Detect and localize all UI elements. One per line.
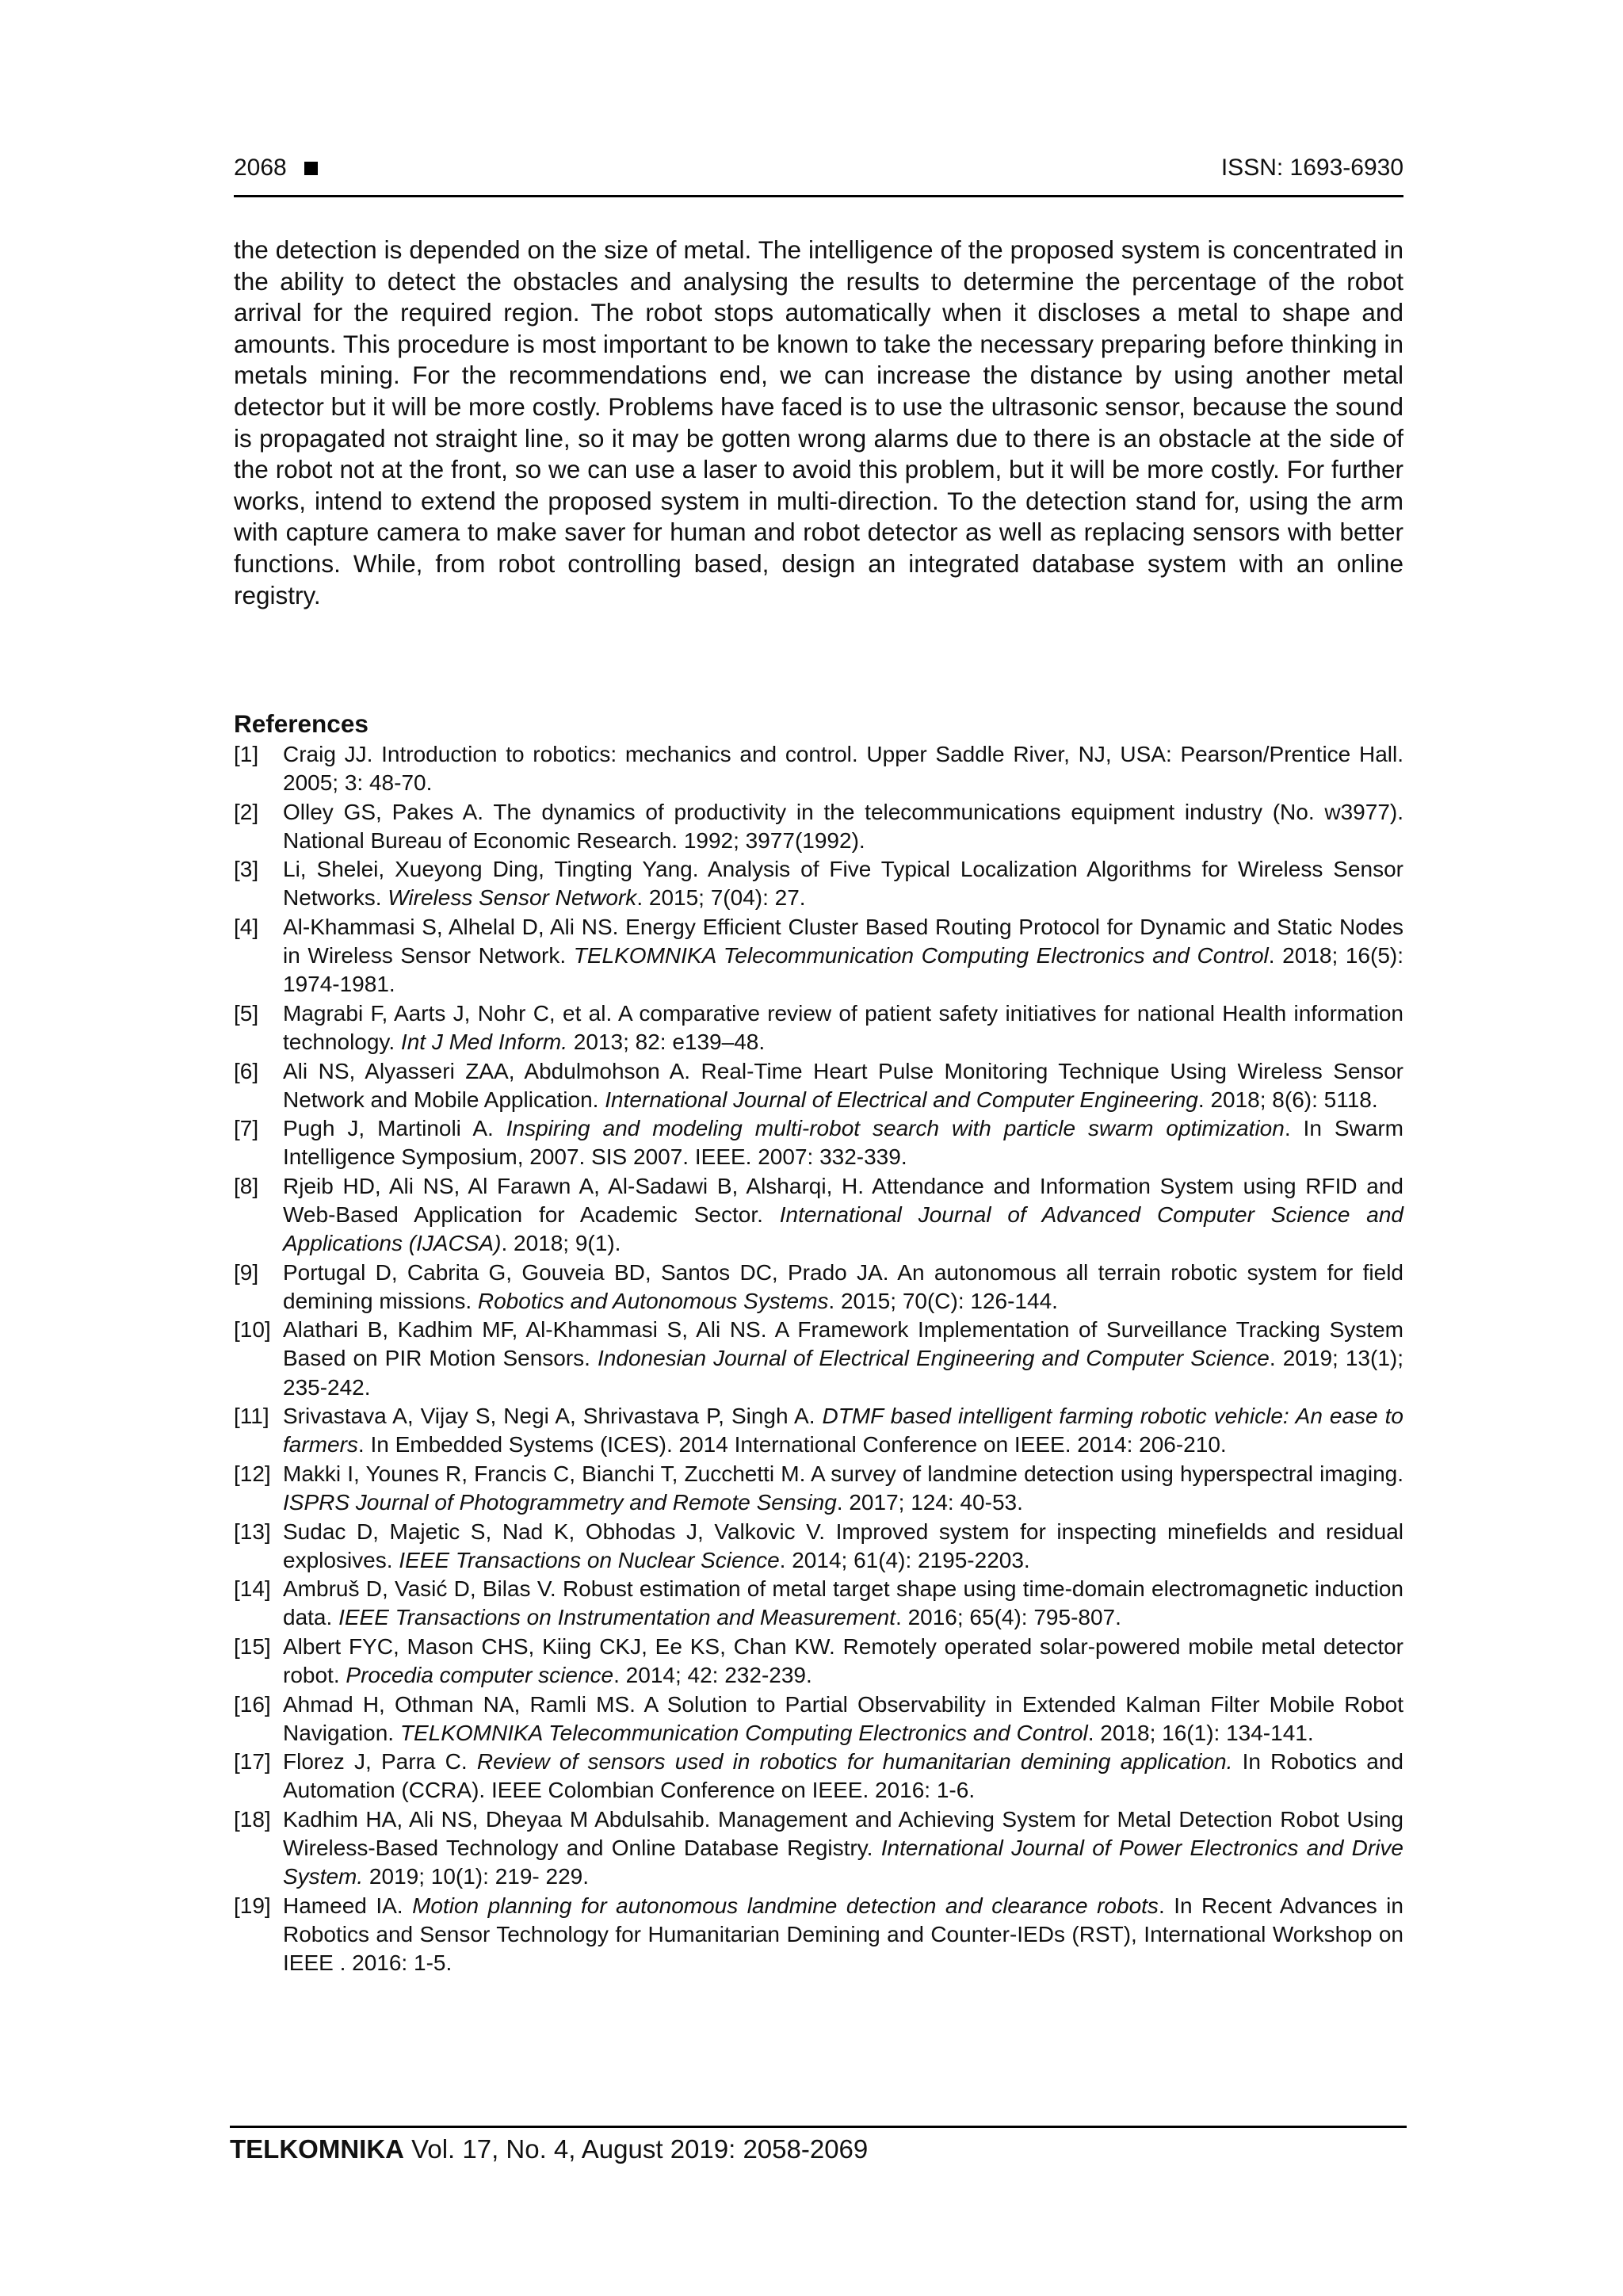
issn-label: ISSN: 1693-6930 — [1220, 155, 1403, 181]
reference-number: [10] — [234, 1317, 271, 1343]
reference-pub-details: . 2015; 7(04): 27. — [636, 885, 806, 911]
reference-pub-details: . 2018; 9(1). — [501, 1231, 621, 1256]
header-left — [234, 154, 318, 182]
reference-authors-title: Hameed IA. — [283, 1893, 413, 1918]
reference-source: IEEE Transactions on Nuclear Science — [399, 1547, 780, 1572]
reference-pub-details: . 2018; 16(5): 1974-1981. — [283, 943, 1403, 997]
reference-number: [11] — [234, 1404, 269, 1429]
reference-source: Motion planning for autonomous landmine detection and clearance robots — [412, 1893, 1159, 1918]
reference-pub-details: . 2019; 13(1); 235-242. — [283, 1346, 1403, 1400]
reference-authors-title: Craig JJ. Introduction to robotics: mechanics and control. Upper Saddle River, NJ, USA: Pearson/Prentice Hall. 2005; 3: 48-70. — [283, 742, 1403, 796]
reference-text — [283, 1316, 1403, 1401]
reference-pub-details: . In Recent Advances in Robotics and Sensor Technology for Humanitarian Demining and Counter-IEDs (RST), International Workshop on IEEE . 2016: 1-5. — [283, 1893, 1403, 1975]
reference-number: [5] — [234, 1000, 259, 1026]
reference-authors-title: Srivastava A, Vijay S, Negi A, Shrivastava P, Singh A. — [283, 1404, 823, 1429]
reference-pub-details: . 2018; 16(1): 134-141. — [1087, 1720, 1314, 1745]
reference-text — [283, 1402, 1403, 1459]
reference-authors-title: Magrabi F, Aarts J, Nohr C, et al. A comparative review of patient safety initiatives for national Health information technology. — [283, 1000, 1403, 1054]
reference-text — [283, 855, 1403, 912]
reference-pub-details: . In Embedded Systems (ICES). 2014 International Conference on IEEE. 2014: 206-210. — [357, 1432, 1227, 1457]
square-bullet-icon — [304, 162, 318, 175]
reference-item — [234, 1057, 1403, 1114]
reference-text — [283, 1172, 1403, 1258]
reference-number: [12] — [234, 1461, 271, 1486]
reference-authors-title: Ahmad H, Othman NA, Ramli MS. A Solution to Partial Observability in Extended Kalman Filter Mobile Robot Navigation. — [283, 1691, 1403, 1745]
reference-pub-details: . 2014; 61(4): 2195-2203. — [779, 1547, 1030, 1572]
reference-number: [14] — [234, 1576, 271, 1602]
reference-text — [283, 1805, 1403, 1891]
reference-text — [283, 1460, 1403, 1517]
reference-number: [19] — [234, 1893, 271, 1918]
reference-item — [234, 1575, 1403, 1632]
reference-pub-details: . 2014; 42: 232-239. — [613, 1663, 812, 1687]
page-footer — [230, 2126, 1407, 2166]
reference-source: Indonesian Journal of Electrical Engineering and Computer Science — [598, 1346, 1270, 1371]
reference-item — [234, 1402, 1403, 1459]
footer-journal-name: TELKOMNIKA — [230, 2134, 404, 2164]
reference-number: [2] — [234, 799, 259, 824]
reference-pub-details: In Robotics and Automation (CCRA). IEEE Colombian Conference on IEEE. 2016: 1-6. — [283, 1749, 1403, 1803]
reference-item — [234, 1748, 1403, 1805]
reference-authors-title: Pugh J, Martinoli A. — [283, 1116, 506, 1141]
reference-text — [283, 1114, 1403, 1171]
reference-authors-title: Makki I, Younes R, Francis C, Bianchi T, Zucchetti M. A survey of landmine detection using hyperspectral imaging. — [283, 1461, 1403, 1486]
reference-authors-title: Olley GS, Pakes A. The dynamics of productivity in the telecommunications equipment industry (No. w3977). National Bureau of Economic Research. 1992; 3977(1992). — [283, 799, 1403, 853]
body-paragraph: the detection is depended on the size of metal. The intelligence of the proposed system is concentrated in the ability to detect the obstacles and analysing the results to determine the percentage of the robot arrival for the required region. The robot stops automatically when it discloses a metal to shape and amounts. This procedure is most important to be known to take the necessary preparing before thinking in metals mining. For the recommendations end, we can increase the distance by using another metal detector but it will be more costly. Problems have faced is to use the ultrasonic sensor, because the sound is propagated not straight line, so it may be gotten wrong alarms due to there is an obstacle at the side of the robot not at the front, so we can use a laser to avoid this problem, but it will be more costly. For further works, intend to extend the proposed system in multi-direction. To the detection stand for, using the arm with capture camera to make saver for human and robot detector as well as replacing sensors with better functions. While, from robot controlling based, design an integrated database system with an online registry. — [234, 235, 1403, 609]
reference-text — [283, 1892, 1403, 1977]
reference-number: [13] — [234, 1519, 271, 1544]
reference-source: Robotics and Autonomous Systems — [477, 1288, 829, 1313]
reference-number: [18] — [234, 1806, 271, 1832]
reference-source: International Journal of Advanced Computer Science and Applications (IJACSA) — [283, 1202, 1403, 1256]
reference-source: International Journal of Power Electronics and Drive System. — [283, 1836, 1403, 1889]
reference-item — [234, 1259, 1403, 1316]
reference-number: [16] — [234, 1691, 271, 1717]
reference-number: [9] — [234, 1259, 259, 1285]
reference-text — [283, 1690, 1403, 1748]
reference-number: [3] — [234, 857, 259, 882]
reference-source: TELKOMNIKA Telecommunication Computing Electronics and Control — [399, 1720, 1088, 1745]
reference-item — [234, 913, 1403, 999]
reference-pub-details: . In Swarm Intelligence Symposium, 2007. SIS 2007. IEEE. 2007: 332-339. — [283, 1116, 1403, 1170]
reference-authors-title: Portugal D, Cabrita G, Gouveia BD, Santos DC, Prado JA. An autonomous all terrain robotic system for field demining missions. — [283, 1259, 1403, 1313]
reference-item — [234, 1460, 1403, 1517]
reference-source: TELKOMNIKA Telecommunication Computing Electronics and Control — [573, 943, 1269, 968]
reference-item — [234, 1633, 1403, 1690]
page-number: 2068 — [234, 155, 287, 181]
reference-pub-details: . 2017; 124: 40-53. — [836, 1489, 1023, 1515]
references-heading: References — [234, 709, 369, 738]
reference-pub-details: . 2018; 8(6): 5118. — [1197, 1087, 1378, 1112]
reference-source: DTMF based intelligent farming robotic vehicle: An ease to farmers — [283, 1404, 1403, 1457]
reference-number: [17] — [234, 1749, 271, 1775]
reference-source: IEEE Transactions on Instrumentation and Measurement — [338, 1605, 896, 1630]
reference-text — [283, 740, 1403, 797]
reference-item — [234, 1172, 1403, 1258]
reference-text — [283, 999, 1403, 1056]
reference-authors-title: Al-Khammasi S, Alhelal D, Ali NS. Energy Efficient Cluster Based Routing Protocol for Dynamic and Static Nodes in Wireless Sensor Network. — [283, 915, 1403, 968]
reference-text — [283, 1748, 1403, 1805]
reference-authors-title: Kadhim HA, Ali NS, Dheyaa M Abdulsahib. Management and Achieving System for Metal Detection Robot Using Wireless-Based Technology and Online Database Registry. — [283, 1806, 1403, 1861]
reference-authors-title: Sudac D, Majetic S, Nad K, Obhodas J, Valkovic V. Improved system for inspecting minefields and residual explosives. — [283, 1519, 1403, 1572]
reference-item — [234, 740, 1403, 797]
reference-text — [283, 798, 1403, 855]
reference-item — [234, 1690, 1403, 1748]
reference-item — [234, 855, 1403, 912]
reference-number: [4] — [234, 915, 259, 940]
reference-authors-title: Albert FYC, Mason CHS, Kiing CKJ, Ee KS, Chan KW. Remotely operated solar-powered mobile metal detector robot. — [283, 1633, 1403, 1687]
reference-text — [283, 1259, 1403, 1316]
reference-authors-title: Rjeib HD, Ali NS, Al Farawn A, Al-Sadawi B, Alsharqi, H. Attendance and Information System using RFID and Web-Based Application for Academic Sector. — [283, 1173, 1403, 1227]
reference-number: [6] — [234, 1058, 259, 1083]
footer-issue-details: Vol. 17, No. 4, August 2019: 2058-2069 — [403, 2134, 869, 2164]
reference-number: [1] — [234, 742, 259, 766]
reference-number: [15] — [234, 1633, 271, 1659]
reference-text — [283, 1518, 1403, 1575]
reference-number: [8] — [234, 1173, 259, 1198]
reference-source: Review of sensors used in robotics for humanitarian demining application. — [476, 1749, 1233, 1775]
reference-source: ISPRS Journal of Photogrammetry and Remote Sensing — [283, 1489, 837, 1515]
reference-pub-details: . 2015; 70(C): 126-144. — [828, 1288, 1058, 1313]
reference-authors-title: Alathari B, Kadhim MF, Al-Khammasi S, Ali NS. A Framework Implementation of Surveillance Tracking System Based on PIR Motion Sensors. — [283, 1317, 1403, 1371]
reference-source: International Journal of Electrical and Computer Engineering — [605, 1087, 1198, 1112]
page-header — [234, 154, 1403, 197]
reference-list — [234, 740, 1403, 1978]
reference-text — [283, 1633, 1403, 1690]
reference-item — [234, 1892, 1403, 1977]
reference-text — [283, 1575, 1403, 1632]
reference-item — [234, 1805, 1403, 1891]
reference-item — [234, 798, 1403, 855]
reference-pub-details: . 2016; 65(4): 795-807. — [896, 1605, 1121, 1630]
reference-authors-title: Ambruš D, Vasić D, Bilas V. Robust estimation of metal target shape using time-domain electromagnetic induction data. — [283, 1576, 1403, 1630]
reference-text — [283, 913, 1403, 999]
reference-item — [234, 1518, 1403, 1575]
reference-source: Inspiring and modeling multi-robot search with particle swarm optimization — [506, 1116, 1285, 1141]
reference-item — [234, 1114, 1403, 1171]
reference-source: Wireless Sensor Network — [388, 885, 637, 911]
reference-authors-title: Ali NS, Alyasseri ZAA, Abdulmohson A. Real-Time Heart Pulse Monitoring Technique Using Wireless Sensor Network and Mobile Application. — [283, 1058, 1403, 1112]
reference-text — [283, 1057, 1403, 1114]
reference-item — [234, 1316, 1403, 1401]
reference-number: [7] — [234, 1116, 259, 1141]
reference-source: Procedia computer science — [346, 1663, 614, 1687]
reference-pub-details: 2019; 10(1): 219- 229. — [363, 1864, 590, 1889]
reference-source: Int J Med Inform. — [400, 1029, 567, 1054]
reference-authors-title: Florez J, Parra C. — [283, 1749, 477, 1775]
reference-pub-details: 2013; 82: e139–48. — [567, 1029, 766, 1054]
reference-item — [234, 999, 1403, 1056]
reference-authors-title: Li, Shelei, Xueyong Ding, Tingting Yang. Analysis of Five Typical Localization Algorithms for Wireless Sensor Networks. — [283, 857, 1403, 911]
